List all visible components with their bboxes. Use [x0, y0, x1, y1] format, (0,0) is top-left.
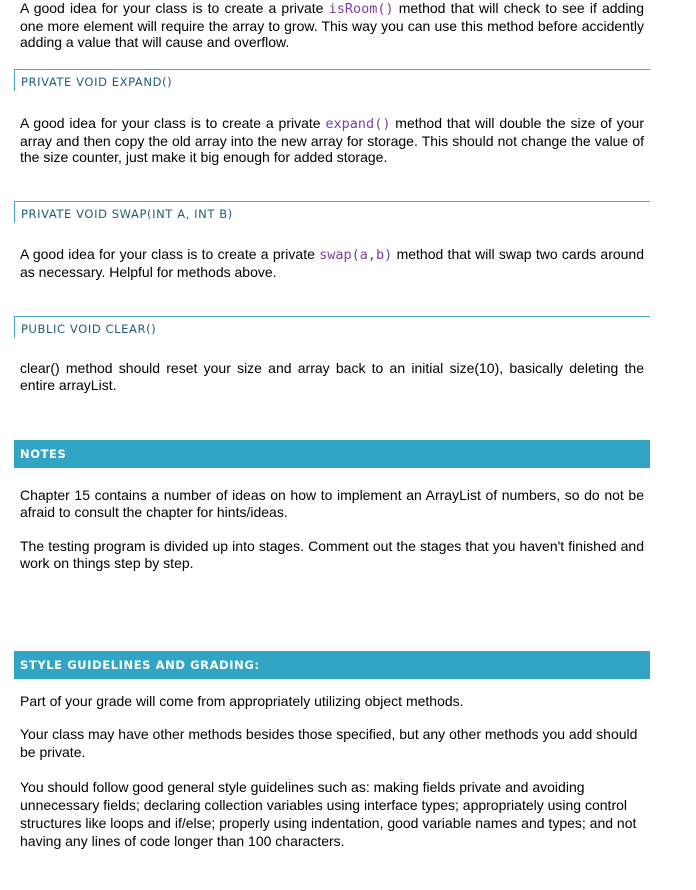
style-heading-text: STYLE GUIDELINES AND GRADING:: [20, 658, 260, 672]
style-paragraph-1: Part of your grade will come from appropriately utilizing object methods.: [20, 693, 464, 709]
expand-code: expand(): [325, 116, 391, 132]
clear-heading-text: PUBLIC VOID CLEAR(): [21, 322, 157, 336]
swap-heading-text: PRIVATE VOID SWAP(INT A, INT B): [21, 207, 233, 221]
notes-paragraph-2: The testing program is divided up into stages. Comment out the stages that you haven't finished and work on things step by step.: [20, 538, 644, 571]
intro-text-1: A good idea for your class is to create a private: [20, 0, 329, 16]
expand-text-1: A good idea for your class is to create a private: [20, 115, 326, 131]
swap-code: swap(a,b): [319, 247, 393, 263]
style-paragraph-2: Your class may have other methods besides those specified, but any other methods you add should be private.: [20, 726, 638, 760]
swap-text-2: method that will swap two cards around as necessary. Helpful for methods above.: [20, 246, 645, 280]
intro-paragraph: [20, 0, 644, 51]
expand-paragraph: [20, 115, 644, 166]
clear-heading: [14, 316, 650, 338]
intro-text-2: method that will check to see if adding one more element will require the array to grow. This way you can use this method before accidently adding a value that will cause and overflow.: [20, 0, 644, 50]
clear-paragraph: clear() method should reset your size and array back to an initial size(10), basically deleting the entire arrayList.: [20, 360, 644, 393]
swap-heading: [14, 201, 650, 223]
swap-paragraph: [20, 246, 644, 280]
swap-text-1: A good idea for your class is to create a private: [20, 246, 320, 262]
expand-text-2: method that will double the size of your array and then copy the old array into the new array for storage. This should not change the value of the size counter, just make it big enough for added storage.: [20, 115, 644, 165]
notes-paragraph-1: Chapter 15 contains a number of ideas on how to implement an ArrayList of numbers, so do not be afraid to consult the chapter for hints/ideas.: [20, 487, 644, 520]
style-paragraph-3: You should follow good general style guidelines such as: making fields private and avoiding unnecessary fields; declaring collection variables using interface types; appropriately using control structures like loops and if/else; properly using indentation, good variable names and types; and not having any lines of code longer than 100 characters.: [20, 779, 637, 849]
style-heading: [14, 651, 650, 679]
isroom-code: isRoom(): [328, 1, 394, 17]
notes-heading: [14, 440, 650, 468]
expand-heading-text: PRIVATE VOID EXPAND(): [21, 75, 173, 89]
expand-heading: [14, 69, 650, 91]
notes-heading-text: NOTES: [20, 447, 67, 461]
